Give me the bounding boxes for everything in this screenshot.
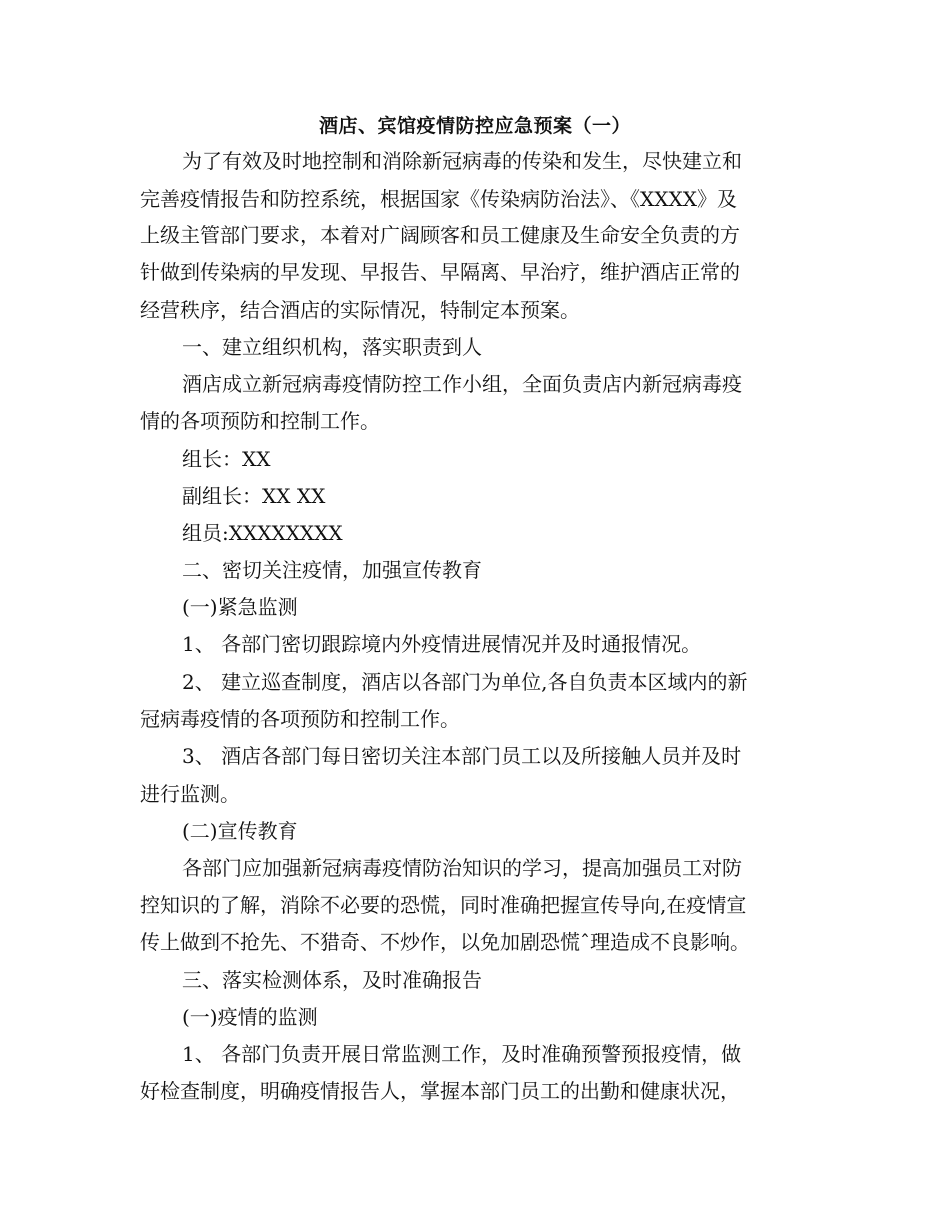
paragraph-line: 进行监测。	[140, 782, 240, 806]
paragraph-line: 为了有效及时地控制和消除新冠病毒的传染和发生，尽快建立和	[182, 149, 742, 173]
paragraph-line: 经营秩序，结合酒店的实际情况，特制定本预案。	[140, 298, 580, 322]
list-item: 2、 建立巡查制度，酒店以各部门为单位,各自负责本区域内的新	[182, 670, 748, 694]
paragraph-line: 冠病毒疫情的各项预防和控制工作。	[140, 707, 460, 731]
paragraph-line: 上级主管部门要求，本着对广阔顾客和员工健康及生命安全负责的方	[140, 223, 740, 247]
paragraph-line: 情的各项预防和控制工作。	[140, 409, 380, 433]
list-item: 3、 酒店各部门每日密切关注本部门员工以及所接触人员并及时	[182, 744, 742, 768]
subsection-heading: (一)疫情的监测	[182, 1005, 318, 1029]
section-heading: 三、落实检测体系，及时准确报告	[182, 968, 482, 992]
paragraph-line: 组员:XXXXXXXX	[182, 521, 343, 545]
paragraph-line: 好检查制度，明确疫情报告人，掌握本部门员工的出勤和健康状况，	[140, 1079, 740, 1103]
paragraph-line: 副组长：XX XX	[182, 484, 326, 508]
paragraph-line: 针做到传染病的早发现、早报告、早隔离、早治疗，维护酒店正常的	[140, 260, 740, 284]
section-heading: 一、建立组织机构，落实职责到人	[182, 335, 482, 359]
subsection-heading: (二)宣传教育	[182, 819, 298, 843]
paragraph-line: 组长：XX	[182, 447, 271, 471]
paragraph-line: 完善疫情报告和防控系统，根据国家《传染病防治法》、《XXXX》及	[140, 187, 737, 211]
paragraph-line: 传上做到不抢先、不猎奇、不炒作，以免加剧恐慌ˆ理造成不良影响。	[140, 930, 750, 954]
subsection-heading: (一)紧急监测	[182, 595, 298, 619]
list-item: 1、 各部门密切跟踪境内外疫情进展情况并及时通报情况。	[182, 632, 702, 656]
document-title: 酒店、宾馆疫情防控应急预案（一）	[318, 115, 631, 137]
list-item: 1、 各部门负责开展日常监测工作，及时准确预警预报疫情，做	[182, 1042, 742, 1066]
paragraph-line: 酒店成立新冠病毒疫情防控工作小组，全面负责店内新冠病毒疫	[182, 372, 742, 396]
paragraph-line: 各部门应加强新冠病毒疫情防治知识的学习，提高加强员工对防	[182, 856, 742, 880]
paragraph-line: 控知识的了解，消除不必要的恐慌，同时准确把握宣传导向,在疫情宣	[140, 893, 747, 917]
section-heading: 二、密切关注疫情，加强宣传教育	[182, 558, 482, 582]
